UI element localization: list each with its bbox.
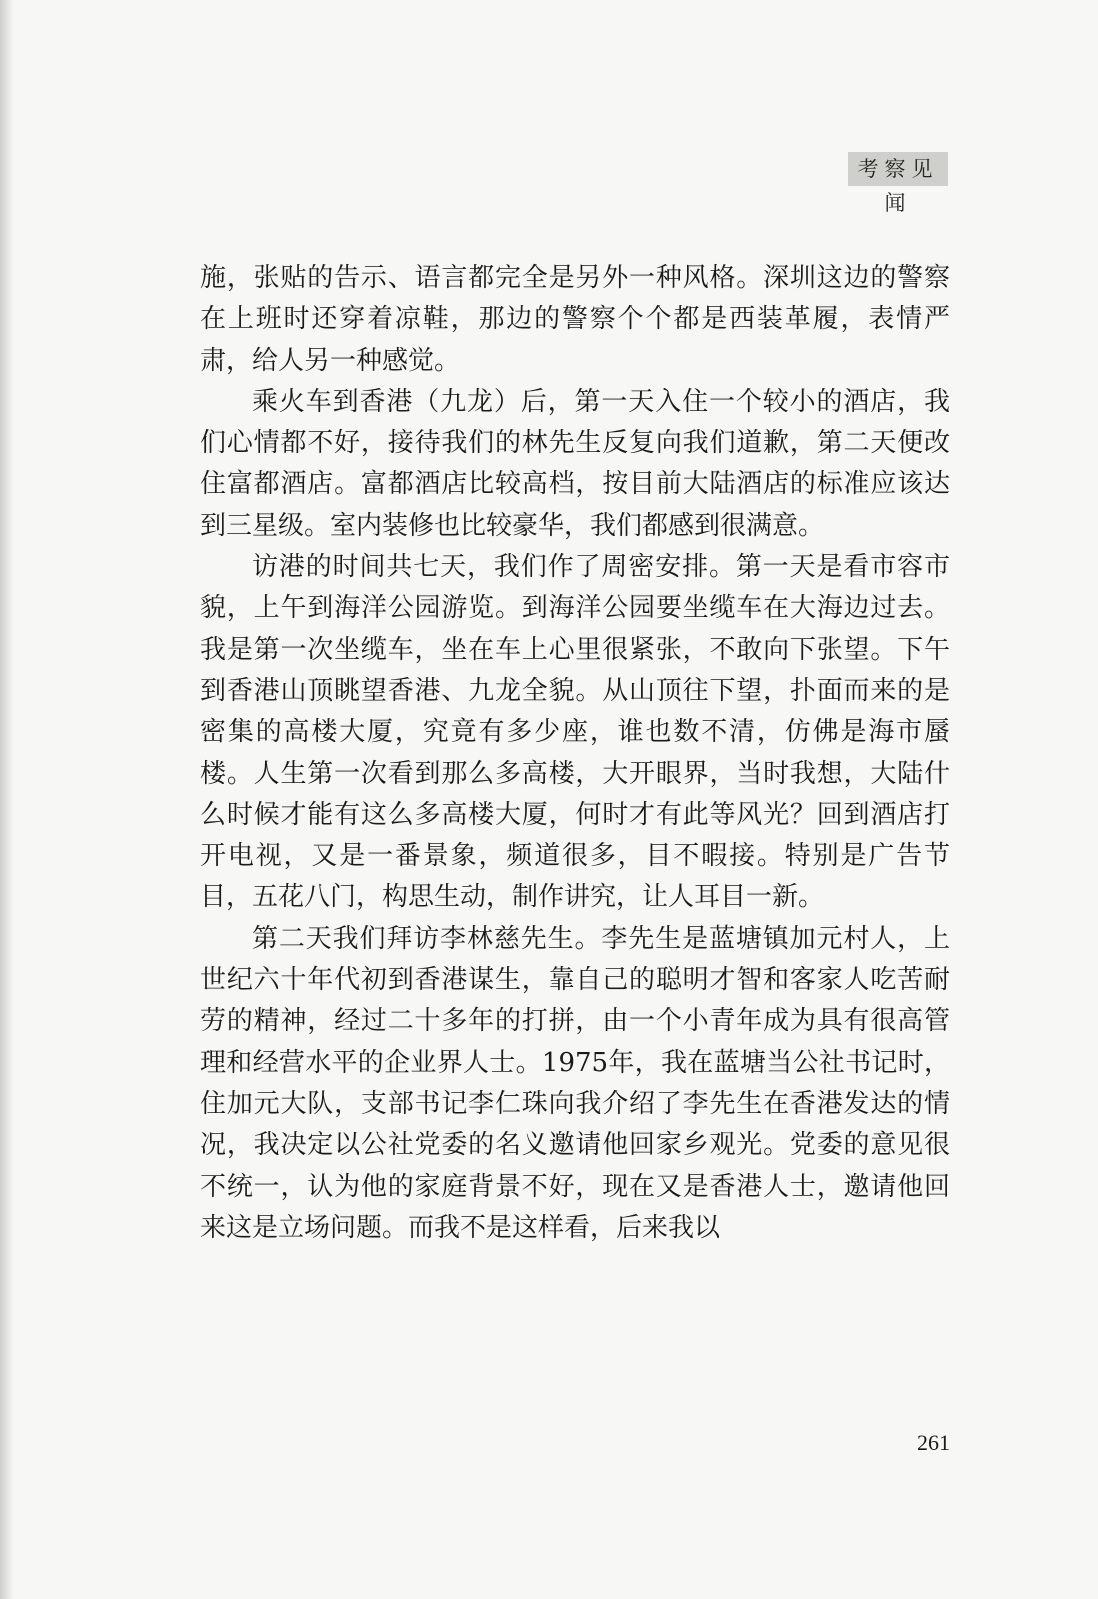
running-head: 考察见闻 bbox=[848, 152, 948, 186]
paragraph-2: 乘火车到香港（九龙）后，第一天入住一个较小的酒店，我们心情都不好，接待我们的林先生反复向我们道歉，第二天便改住富都酒店。富都酒店比较高档，按目前大陆酒店的标准应该达到三星级。室内装修也比较豪华，我们都感到很满意。 bbox=[200, 386, 950, 541]
paragraph-3: 访港的时间共七天，我们作了周密安排。第一天是看市容市貌，上午到海洋公园游览。到海洋公园要坐缆车在大海边过去。我是第一次坐缆车，坐在车上心里很紧张，不敢向下张望。下午到香港山顶眺望香港、九龙全貌。从山顶往下望，扑面而来的是密集的高楼大厦，究竟有多少座，谁也数不清，仿佛是海市蜃楼。人生第一次看到那么多高楼，大开眼界，当时我想，大陆什么时候才能有这么多高楼大厦，何时才有此等风光？回到酒店打开电视，又是一番景象，频道很多，目不暇接。特别是广告节目，五花八门，构思生动，制作讲究，让人耳目一新。 bbox=[200, 552, 950, 913]
binding-shadow bbox=[0, 0, 14, 1599]
paragraph-1: 施，张贴的告示、语言都完全是另外一种风格。深圳这边的警察在上班时还穿着凉鞋，那边的警察个个都是西装革履，表情严肃，给人另一种感觉。 bbox=[200, 263, 950, 376]
paragraph-4: 第二天我们拜访李林慈先生。李先生是蓝塘镇加元村人，上世纪六十年代初到香港谋生，靠自己的聪明才智和客家人吃苦耐劳的精神，经过二十多年的打拼，由一个小青年成为具有很高管理和经营水平的企业界人士。1975年，我在蓝塘当公社书记时，住加元大队，支部书记李仁珠向我介绍了李先生在香港发达的情况，我决定以公社党委的名义邀请他回家乡观光。党委的意见很不统一，认为他的家庭背景不好，现在又是香港人士，邀请他回来这是立场问题。而我不是这样看，后来我以 bbox=[200, 923, 950, 1243]
page-number: 261 bbox=[917, 1430, 950, 1455]
body-text bbox=[200, 258, 950, 1249]
